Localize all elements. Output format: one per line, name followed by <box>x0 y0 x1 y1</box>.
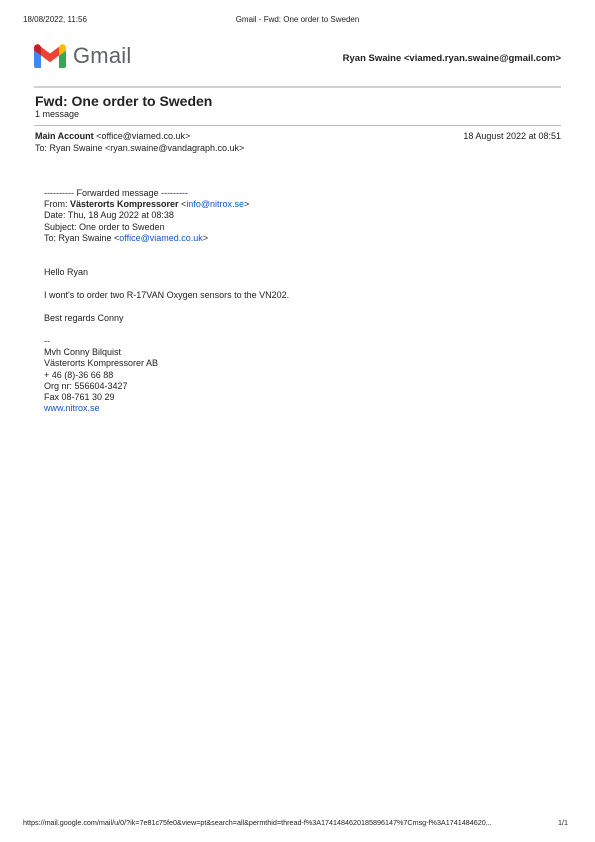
print-footer-url: https://mail.google.com/mail/u/0/?ik=7e81c75fe0&view=pt&search=all&permthid=thread-f%3A1741484620185896147%7Cmsg-f%3A1741484620... <box>23 818 492 827</box>
print-page-number: 1/1 <box>558 818 568 827</box>
header-divider <box>34 86 561 88</box>
signature-phone: + 46 (8)-36 66 88 <box>44 369 114 380</box>
gmail-logo-text: Gmail <box>73 43 132 68</box>
signature-dashes: -- <box>44 336 50 346</box>
forwarded-to-close: > <box>202 232 209 243</box>
forwarded-header <box>44 188 249 244</box>
thread-subject: Fwd: One order to Sweden <box>35 93 213 109</box>
forwarded-from-close: > <box>243 199 250 210</box>
gmail-m-icon <box>34 44 66 68</box>
forwarded-from-label: From: <box>44 199 70 210</box>
forwarded-from-email-link[interactable]: info@nitrox.se <box>186 199 244 210</box>
forwarded-to-email-link[interactable]: office@viamed.co.uk <box>119 232 203 243</box>
account-label: Ryan Swaine <viamed.ryan.swaine@gmail.com> <box>342 53 561 64</box>
thread-divider <box>34 125 561 126</box>
signature <box>44 336 158 414</box>
forwarded-to-label: To: Ryan Swaine < <box>44 232 120 243</box>
print-page-title: Gmail - Fwd: One order to Sweden <box>235 15 360 24</box>
signature-website-link[interactable]: www.nitrox.se <box>44 403 100 414</box>
forwarded-date: Date: Thu, 18 Aug 2022 at 08:38 <box>44 210 174 221</box>
signature-org: Org nr: 556604-3427 <box>44 380 128 391</box>
message-sender <box>35 131 190 141</box>
forwarded-subject: Subject: One order to Sweden <box>44 221 165 232</box>
signature-name: Mvh Conny Bilquist <box>44 347 122 358</box>
body-greeting: Hello Ryan <box>44 267 89 277</box>
signature-company: Västerorts Kompressorer AB <box>44 358 159 369</box>
forwarded-from-open: < <box>178 199 187 210</box>
gmail-logo[interactable] <box>34 43 131 69</box>
body-text: I wont's to order two R-17VAN Oxygen sensors to the VN202. <box>44 290 290 300</box>
signature-fax: Fax 08-761 30 29 <box>44 392 115 403</box>
message-date: 18 August 2022 at 08:51 <box>463 131 561 141</box>
print-datetime: 18/08/2022, 11:56 <box>23 15 87 24</box>
forwarded-to <box>44 233 249 244</box>
message-to: To: Ryan Swaine <ryan.swaine@vandagraph.co.uk> <box>35 143 245 153</box>
forwarded-from <box>44 199 249 210</box>
sender-email: <office@viamed.co.uk> <box>96 131 191 141</box>
message-count: 1 message <box>35 109 80 119</box>
forwarded-from-name: Västerorts Kompressorer <box>70 199 179 210</box>
sender-name: Main Account <box>35 131 94 141</box>
body-closing: Best regards Conny <box>44 313 124 323</box>
forwarded-divider: ---------- Forwarded message --------- <box>44 188 188 198</box>
